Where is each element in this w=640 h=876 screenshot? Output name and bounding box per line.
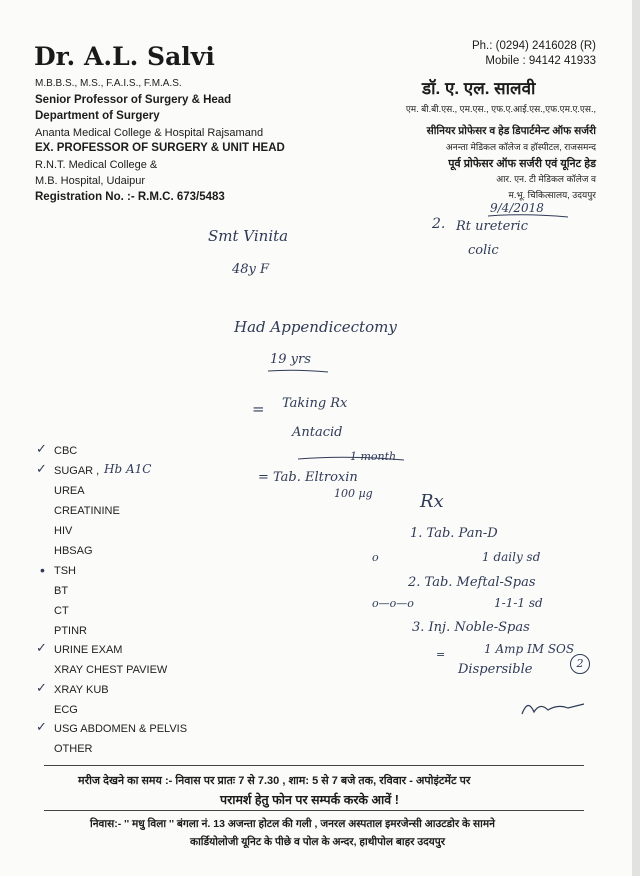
taking-rx-duration: 1 month [350, 450, 397, 463]
inv-xray-chest: XRAY CHEST PAVIEW [54, 664, 168, 676]
complaint-number: 2. [432, 216, 446, 232]
registration-line: Registration No. :- R.M.C. 673/5483 [35, 191, 225, 203]
rx-item-3-dose: 1 Amp IM SOS [484, 642, 575, 656]
rx-item-2: 2. Tab. Meftal-Spas [408, 575, 536, 590]
rx-item-3: 3. Inj. Noble-Spas [412, 620, 530, 635]
inv-urea: UREA [54, 485, 85, 497]
title-hi-1: सीनियर प्रोफेसर व हेड डिपार्टमेन्ट ऑफ सर्जरी [426, 125, 596, 137]
footer-rule-top [44, 765, 584, 766]
rnt-line-1: R.N.T. Medical College & [35, 159, 158, 171]
complaint-line-2: colic [468, 243, 499, 258]
college-line: Ananta Medical College & Hospital Rajsamand [35, 127, 264, 139]
inv-bt: BT [54, 585, 69, 597]
check-sugar-icon: ✓ [36, 461, 47, 476]
complaint-line-1: Rt ureteric [456, 219, 528, 234]
tab-eltroxin: = Tab. Eltroxin [258, 470, 358, 485]
inv-other: OTHER [54, 743, 93, 755]
doctor-signature [518, 694, 588, 724]
sugar-hba1c-note: Hb A1C [104, 462, 152, 476]
strike-mark [296, 455, 406, 463]
footer-timing: मरीज देखने का समय :- निवास पर प्रातः 7 से 7.30 , शाम: 5 से 7 बजे तक, रविवार - अपोइंटमेंट पर [78, 775, 471, 787]
rx-item-3-mark: = [436, 648, 446, 661]
check-usg-icon: ✓ [36, 719, 47, 734]
rx-symbol: Rx [420, 491, 444, 512]
title-hi-3: पूर्व प्रोफेसर ऑफ सर्जरी एवं यूनिट हेड [448, 158, 596, 170]
check-cbc-icon: ✓ [36, 441, 47, 456]
inv-ptinr: PTINR [54, 625, 87, 637]
inv-ct: CT [54, 605, 69, 617]
inv-ecg: ECG [54, 704, 78, 716]
rx-item-2-dose: 1-1-1 sd [494, 596, 543, 610]
inv-urine-exam: URINE EXAM [54, 644, 123, 656]
inv-creatinine: CREATININE [54, 505, 120, 517]
degrees-hi: एम. बी.बी.एस., एम.एस., एफ.ए.आई.एस.,एफ.एम.ए.एस., [405, 104, 596, 114]
rx-item-4-circled-number: 2 [570, 654, 590, 674]
mobile-number: Mobile : 94142 41933 [485, 55, 596, 67]
history-underline [266, 368, 330, 374]
rx-item-1-dose: 1 daily sd [482, 550, 541, 564]
title-hi-4: आर. एन. टी मेडिकल कॉलेज व [496, 174, 596, 184]
footer-address-2: कार्डियोलोजी यूनिट के पीछे व पोल के अन्दर, हाथीपोल बाहर उदयपुर [190, 836, 446, 848]
doctor-name-en: Dr. A.L. Salvi [34, 42, 215, 71]
rx-item-1-marker: o [372, 551, 379, 564]
inv-cbc: CBC [54, 445, 78, 457]
page-edge [632, 0, 640, 876]
taking-rx-antacid: Antacid [292, 425, 343, 440]
handwritten-date: 9/4/2018 [490, 201, 544, 215]
inv-xray-kub: XRAY KUB [54, 684, 109, 696]
history-appendicectomy: Had Appendicectomy [234, 318, 397, 336]
degrees-en: M.B.B.S., M.S., F.A.I.S., F.M.A.S. [35, 78, 182, 89]
rx-item-2-frequency: o—o—o [372, 597, 414, 610]
inv-usg: USG ABDOMEN & PELVIS [54, 723, 188, 735]
check-xray-kub-icon: ✓ [36, 680, 47, 695]
ex-title-line: EX. PROFESSOR OF SURGERY & UNIT HEAD [35, 142, 285, 154]
taking-rx: Taking Rx [282, 396, 348, 411]
title-hi-2: अनन्ता मेडिकल कॉलेज व हॉस्पीटल, राजसमन्द [445, 142, 596, 152]
history-years: 19 yrs [270, 352, 311, 367]
doctor-name-hi: डॉ. ए. एल. सालवी [422, 79, 536, 98]
patient-age-sex: 48y F [232, 262, 270, 277]
rnt-line-2: M.B. Hospital, Udaipur [35, 175, 146, 187]
title-line-1: Senior Professor of Surgery & Head [35, 94, 232, 106]
inv-tsh: TSH [54, 565, 76, 577]
phone-number: Ph.: (0294) 2416028 (R) [471, 40, 596, 52]
patient-name: Smt Vinita [208, 227, 289, 245]
check-urine-icon: ✓ [36, 640, 47, 655]
rx-item-1: 1. Tab. Pan-D [410, 526, 498, 541]
footer-consult: परामर्श हेतु फोन पर सम्पर्क करके आवें ! [220, 793, 399, 807]
inv-hiv: HIV [54, 525, 73, 537]
equals-mark-1: = [252, 400, 265, 418]
title-line-2: Department of Surgery [35, 110, 160, 122]
footer-address-1: निवास:- '' मधु विला '' बंगला नं. 13 अजन्ता होटल की गली , जनरल अस्पताल इमरजेन्सी आउटडोर के सामने [90, 818, 495, 830]
rx-item-4: Dispersible [458, 662, 533, 677]
inv-sugar: SUGAR , [54, 465, 100, 477]
eltroxin-dose: 100 µg [334, 487, 373, 500]
footer-rule-bottom [44, 810, 584, 811]
inv-hbsag: HBSAG [54, 545, 93, 557]
dot-tsh-icon: • [40, 562, 45, 578]
title-hi-5: म.भू. चिकित्सालय, उदयपुर [508, 190, 596, 200]
